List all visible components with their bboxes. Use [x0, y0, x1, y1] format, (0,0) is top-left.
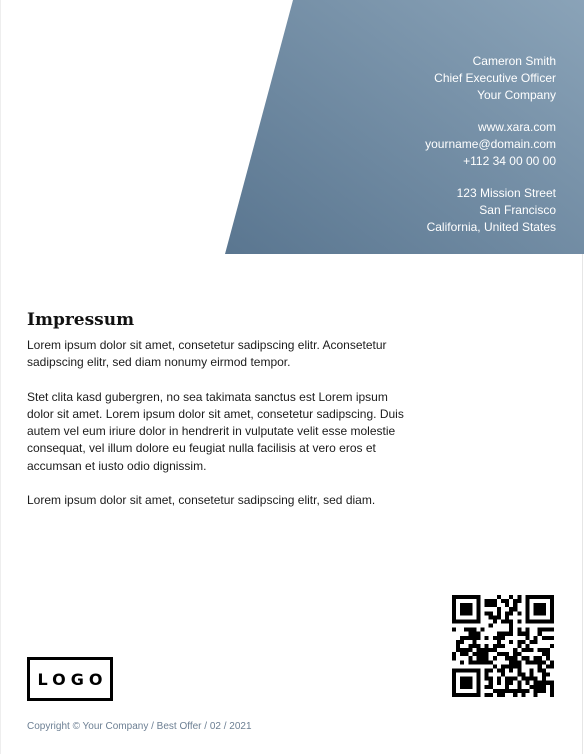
contact-city: San Francisco	[479, 203, 556, 218]
paragraph-3: Lorem ipsum dolor sit amet, consetetur sadipscing elitr, sed diam.	[27, 493, 376, 508]
contact-name: Cameron Smith	[472, 54, 556, 68]
main-content	[27, 309, 407, 526]
contact-phone: +112 34 00 00 00	[463, 154, 556, 169]
contact-company: Your Company	[477, 88, 556, 103]
contact-street: 123 Mission Street	[456, 186, 556, 200]
page-title: Impressum	[27, 310, 135, 330]
paragraph-1: Lorem ipsum dolor sit amet, consetetur sadipscing elitr. Aconsetetur sadipscing elitr, sed diam nonumy eirmod tempor.	[27, 338, 387, 370]
paragraph-2: Stet clita kasd gubergren, no sea takimata sanctus est Lorem ipsum dolor sit amet. Lorem ipsum dolor sit amet, consetetur sadipscing. Duis autem vel eum iriure dolor in hendrerit in vulputate velit esse molestie consequat, vel illum dolore eu feugiat nulla facilisis at vero eros et accumsan et iusto odio dignissim.	[27, 389, 404, 473]
contact-group-online	[256, 119, 556, 171]
contact-block	[256, 53, 556, 251]
qr-code-icon	[452, 595, 554, 697]
contact-group-person	[256, 53, 556, 105]
contact-email: yourname@domain.com	[425, 137, 556, 152]
logo: LOGO	[27, 657, 113, 701]
footer-copyright: Copyright © Your Company / Best Offer / 02 / 2021	[27, 721, 252, 732]
contact-role: Chief Executive Officer	[434, 71, 556, 86]
contact-region: California, United States	[426, 220, 556, 235]
contact-group-address	[256, 185, 556, 237]
contact-website: www.xara.com	[477, 120, 556, 134]
